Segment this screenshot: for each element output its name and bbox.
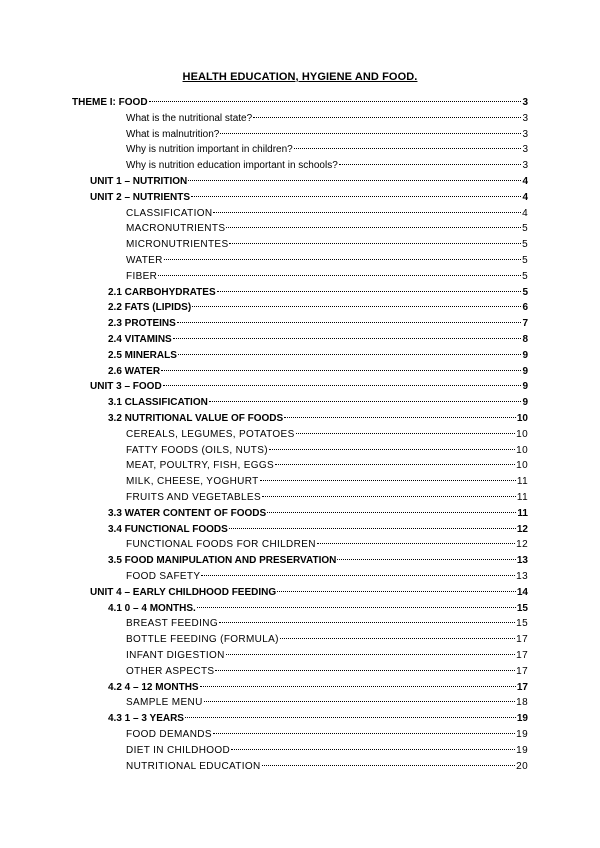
toc-entry[interactable] xyxy=(126,159,528,173)
toc-entry-label: 3.3 WATER CONTENT OF FOODS xyxy=(108,507,267,519)
toc-entry-label: 2.3 PROTEINS xyxy=(108,318,176,330)
toc-entry-page-number: 4 xyxy=(522,191,528,203)
toc-entry[interactable] xyxy=(108,365,528,379)
toc-entry[interactable] xyxy=(126,112,528,126)
toc-entry[interactable] xyxy=(126,696,528,710)
toc-leader-dots xyxy=(192,306,521,307)
toc-leader-dots xyxy=(197,607,516,608)
toc-entry-page-number: 14 xyxy=(516,586,528,598)
toc-entry-label: DIET IN CHILDHOOD xyxy=(126,744,231,756)
toc-entry[interactable] xyxy=(108,681,528,695)
toc-leader-dots xyxy=(337,559,516,560)
toc-entry[interactable] xyxy=(126,633,528,647)
toc-leader-dots xyxy=(317,543,515,544)
toc-entry-page-number: 19 xyxy=(516,729,528,740)
toc-leader-dots xyxy=(220,133,521,134)
toc-entry[interactable] xyxy=(108,602,528,616)
toc-entry-label: What is the nutritional state? xyxy=(126,112,253,124)
toc-entry-page-number: 10 xyxy=(516,460,528,472)
toc-entry[interactable] xyxy=(126,491,528,505)
toc-entry[interactable] xyxy=(90,380,528,394)
toc-entry-page-number: 11 xyxy=(516,476,528,488)
toc-entry-page-number: 19 xyxy=(516,713,528,725)
toc-leader-dots xyxy=(213,212,521,213)
toc-entry-label: 3.2 NUTRITIONAL VALUE OF FOODS xyxy=(108,413,284,424)
toc-entry-page-number: 10 xyxy=(516,444,528,456)
toc-entry[interactable] xyxy=(126,270,528,284)
toc-entry[interactable] xyxy=(108,349,528,363)
toc-leader-dots xyxy=(188,180,521,181)
toc-entry-label: 3.1 CLASSIFICATION xyxy=(108,397,208,409)
toc-entry-label: THEME I: FOOD xyxy=(72,97,148,108)
toc-entry-label: BREAST FEEDING xyxy=(126,618,218,630)
toc-entry-label: What is malnutrition? xyxy=(126,128,220,140)
toc-entry-page-number: 3 xyxy=(522,128,528,140)
toc-leader-dots xyxy=(177,322,522,323)
toc-entry-page-number: 17 xyxy=(516,650,528,661)
toc-leader-dots xyxy=(158,275,521,276)
toc-entry-label: FOOD SAFETY xyxy=(126,571,201,582)
toc-entry-page-number: 19 xyxy=(516,744,528,756)
toc-entry-label: FOOD DEMANDS xyxy=(126,729,212,740)
toc-leader-dots xyxy=(209,401,522,402)
toc-entry[interactable] xyxy=(126,143,528,157)
toc-entry-page-number: 20 xyxy=(516,760,528,772)
toc-leader-dots xyxy=(294,148,522,149)
toc-entry-page-number: 12 xyxy=(516,539,528,551)
toc-entry[interactable] xyxy=(126,459,528,473)
toc-entry[interactable] xyxy=(126,617,528,631)
toc-leader-dots xyxy=(217,291,522,292)
toc-leader-dots xyxy=(260,480,516,481)
toc-leader-dots xyxy=(269,449,515,450)
toc-entry-label: OTHER ASPECTS xyxy=(126,665,215,677)
toc-leader-dots xyxy=(178,354,522,355)
toc-entry[interactable] xyxy=(108,333,528,347)
toc-leader-dots xyxy=(284,417,516,418)
toc-entry-page-number: 17 xyxy=(516,681,528,693)
toc-leader-dots xyxy=(231,749,515,750)
toc-entry-label: UNIT 4 – EARLY CHILDHOOD FEEDING xyxy=(90,586,277,598)
toc-entry[interactable] xyxy=(126,428,528,442)
toc-entry-label: 2.4 VITAMINS xyxy=(108,334,172,345)
toc-entry-label: 4.1 0 – 4 MONTHS. xyxy=(108,602,196,614)
toc-entry-label: 3.5 FOOD MANIPULATION AND PRESERVATION xyxy=(108,555,337,567)
toc-leader-dots xyxy=(296,433,516,434)
toc-leader-dots xyxy=(219,622,515,623)
toc-entry-page-number: 5 xyxy=(522,223,528,235)
toc-entry-label: 4.3 1 – 3 YEARS xyxy=(108,713,184,725)
toc-entry-page-number: 18 xyxy=(516,697,528,709)
toc-entry[interactable] xyxy=(126,538,528,552)
toc-entry[interactable] xyxy=(126,665,528,679)
toc-leader-dots xyxy=(277,591,516,592)
toc-entry-label: 2.6 WATER xyxy=(108,365,161,377)
toc-entry[interactable] xyxy=(126,760,528,774)
toc-entry[interactable] xyxy=(108,396,528,410)
toc-leader-dots xyxy=(226,654,515,655)
toc-entry-label: CLASSIFICATION xyxy=(126,207,213,219)
toc-entry[interactable] xyxy=(126,222,528,236)
toc-entry-label: 3.4 FUNCTIONAL FOODS xyxy=(108,523,228,535)
toc-leader-dots xyxy=(275,464,515,465)
toc-entry-page-number: 9 xyxy=(522,397,528,409)
toc-entry-page-number: 5 xyxy=(522,255,528,266)
toc-entry[interactable] xyxy=(108,554,528,568)
toc-entry-label: MILK, CHEESE, YOGHURT xyxy=(126,476,259,488)
toc-entry[interactable] xyxy=(72,96,528,110)
toc-leader-dots xyxy=(229,528,516,529)
toc-leader-dots xyxy=(204,701,516,702)
toc-leader-dots xyxy=(200,686,516,687)
toc-entry-label: NUTRITIONAL EDUCATION xyxy=(126,760,261,772)
toc-entry-page-number: 4 xyxy=(522,207,528,219)
toc-entry[interactable] xyxy=(126,238,528,252)
toc-entry-label: Why is nutrition education important in schools? xyxy=(126,160,338,172)
toc-entry[interactable] xyxy=(126,475,528,489)
toc-entry[interactable] xyxy=(126,570,528,584)
toc-leader-dots xyxy=(164,259,521,260)
toc-entry[interactable] xyxy=(126,649,528,663)
toc-leader-dots xyxy=(191,196,521,197)
toc-entry-page-number: 10 xyxy=(516,413,528,424)
toc-entry[interactable] xyxy=(126,744,528,758)
toc-entry-page-number: 17 xyxy=(516,665,528,677)
toc-entry-label: MEAT, POULTRY, FISH, EGGS xyxy=(126,460,275,472)
toc-leader-dots xyxy=(262,496,516,497)
toc-entry-label: FRUITS AND VEGETABLES xyxy=(126,492,261,503)
toc-entry-page-number: 4 xyxy=(522,176,528,187)
toc-leader-dots xyxy=(173,338,522,339)
toc-entry-label: 4.2 4 – 12 MONTHS xyxy=(108,681,199,693)
toc-leader-dots xyxy=(163,385,522,386)
toc-entry[interactable] xyxy=(90,175,528,189)
toc-entry-page-number: 3 xyxy=(522,97,528,108)
toc-entry[interactable] xyxy=(108,412,528,426)
toc-entry-label: UNIT 1 – NUTRITION xyxy=(90,176,188,187)
toc-entry-page-number: 13 xyxy=(516,555,528,567)
toc-entry-page-number: 17 xyxy=(516,634,528,646)
toc-entry-label: INFANT DIGESTION xyxy=(126,650,225,661)
toc-entry[interactable] xyxy=(126,728,528,742)
toc-entry-label: Why is nutrition important in children? xyxy=(126,144,293,156)
toc-leader-dots xyxy=(339,164,522,165)
toc-leader-dots xyxy=(213,733,515,734)
toc-leader-dots xyxy=(149,101,522,102)
toc-entry-page-number: 15 xyxy=(516,602,528,614)
toc-entry-label: MACRONUTRIENTS xyxy=(126,223,226,235)
toc-entry-label: WATER xyxy=(126,255,163,266)
toc-leader-dots xyxy=(201,575,515,576)
toc-entry-page-number: 3 xyxy=(522,144,528,156)
toc-entry-label: FIBER xyxy=(126,270,158,282)
toc-entry-label: CEREALS, LEGUMES, POTATOES xyxy=(126,428,295,440)
toc-entry-page-number: 5 xyxy=(522,286,528,298)
toc-entry[interactable] xyxy=(108,317,528,331)
toc-leader-dots xyxy=(267,512,516,513)
toc-leader-dots xyxy=(226,227,521,228)
toc-entry-label: FATTY FOODS (OILS, NUTS) xyxy=(126,444,268,456)
toc-leader-dots xyxy=(262,765,516,766)
toc-entry-page-number: 13 xyxy=(516,571,528,582)
toc-entry[interactable] xyxy=(108,286,528,300)
toc-entry-label: 2.1 CARBOHYDRATES xyxy=(108,286,216,298)
toc-leader-dots xyxy=(253,117,521,118)
toc-entry-page-number: 3 xyxy=(522,160,528,172)
toc-entry-page-number: 8 xyxy=(522,334,528,345)
toc-entry-page-number: 11 xyxy=(517,507,528,519)
toc-entry-page-number: 9 xyxy=(522,349,528,361)
toc-entry[interactable] xyxy=(90,191,528,205)
toc-entry-page-number: 9 xyxy=(522,381,528,393)
toc-leader-dots xyxy=(215,670,515,671)
toc-leader-dots xyxy=(185,717,516,718)
toc-entry-page-number: 9 xyxy=(522,365,528,377)
toc-entry-label: 2.5 MINERALS xyxy=(108,349,177,361)
toc-entry-page-number: 15 xyxy=(516,618,528,630)
toc-entry[interactable] xyxy=(126,128,528,142)
toc-entry-label: BOTTLE FEEDING (FORMULA) xyxy=(126,634,279,646)
toc-leader-dots xyxy=(229,243,521,244)
toc-entry-label: 2.2 FATS (LIPIDS) xyxy=(108,302,192,314)
document-title: HEALTH EDUCATION, HYGIENE AND FOOD. xyxy=(182,71,418,83)
toc-entry-page-number: 5 xyxy=(522,270,528,282)
toc-entry-page-number: 11 xyxy=(516,492,528,503)
toc-entry[interactable] xyxy=(108,523,528,537)
toc-entry[interactable] xyxy=(126,254,528,268)
toc-entry-page-number: 10 xyxy=(516,428,528,440)
toc-entry-page-number: 3 xyxy=(522,112,528,124)
toc-entry-page-number: 12 xyxy=(516,523,528,535)
toc-entry-label: FUNCTIONAL FOODS FOR CHILDREN xyxy=(126,539,316,551)
toc-entry[interactable] xyxy=(126,207,528,221)
toc-entry-page-number: 6 xyxy=(522,302,528,314)
toc-entry[interactable] xyxy=(126,444,528,458)
toc-leader-dots xyxy=(280,638,515,639)
toc-entry[interactable] xyxy=(90,586,528,600)
toc-entry[interactable] xyxy=(108,507,528,521)
toc-entry-page-number: 7 xyxy=(522,318,528,330)
toc-leader-dots xyxy=(161,370,521,371)
toc-entry-label: MICRONUTRIENTES xyxy=(126,239,229,251)
toc-entry[interactable] xyxy=(108,712,528,726)
toc-entry-label: UNIT 2 – NUTRIENTS xyxy=(90,191,191,203)
toc-entry-label: SAMPLE MENU xyxy=(126,697,203,709)
toc-entry[interactable] xyxy=(108,301,528,315)
toc-entry-page-number: 5 xyxy=(522,239,528,251)
toc-entry-label: UNIT 3 – FOOD xyxy=(90,381,162,393)
